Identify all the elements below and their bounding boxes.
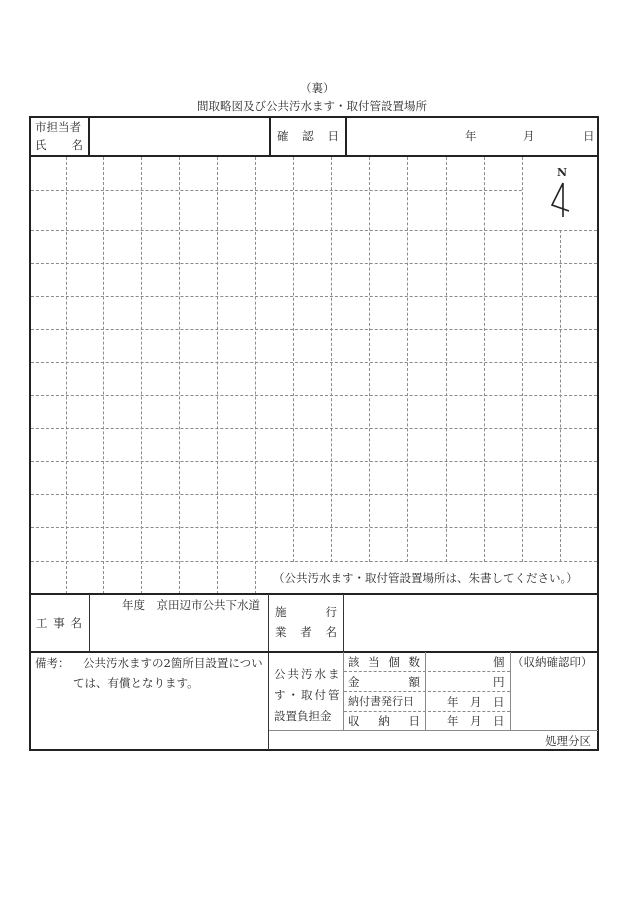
grid-vline xyxy=(141,157,142,594)
grid-hline xyxy=(31,190,522,191)
grid-hline xyxy=(31,561,597,562)
grid-note: （公共汚水ます・取付管設置場所は、朱書してください。） xyxy=(273,571,578,585)
confirm-date-char: 日 xyxy=(327,129,339,143)
confirm-date-char: 確 xyxy=(277,129,289,143)
grid-hline xyxy=(31,362,597,363)
contractor-label-char: 名 xyxy=(325,625,337,639)
work-row-divider-3 xyxy=(343,594,344,652)
count-label-char: 該 xyxy=(348,655,360,669)
north-arrow-icon xyxy=(548,181,574,221)
contractor-label-char: 施 xyxy=(275,605,287,619)
receipt-stamp-label: （収納確認印） xyxy=(512,655,593,669)
confirm-date-year: 年 xyxy=(465,129,477,143)
amount-label-char: 金 xyxy=(348,675,360,689)
contractor-name-field[interactable] xyxy=(346,596,595,650)
work-name-char: 事 xyxy=(53,616,65,630)
confirm-date-label xyxy=(277,129,339,143)
amount-field[interactable] xyxy=(428,674,488,690)
remarks-line2: ては、有償となります。 xyxy=(73,676,199,690)
top-row-divider-1 xyxy=(88,116,90,156)
grid-vline xyxy=(217,157,218,594)
contractor-label-line2 xyxy=(275,625,337,639)
grid-hline xyxy=(31,428,597,429)
receipt-date-day: 日 xyxy=(493,714,505,728)
amount-unit: 円 xyxy=(493,675,505,689)
fee-label-line3: 設置負担金 xyxy=(274,709,332,723)
frame-bottom xyxy=(29,749,599,751)
count-unit: 個 xyxy=(493,655,505,669)
invoice-date-field[interactable] xyxy=(428,693,508,709)
fee-row-line xyxy=(344,671,510,672)
top-row-divider-3 xyxy=(345,116,347,156)
grid-hline xyxy=(31,263,597,264)
frame-right xyxy=(597,116,599,751)
top-row-divider-2 xyxy=(269,116,271,156)
remarks-line1: 公共汚水ますの2箇所目設置につい xyxy=(83,656,263,670)
staff-label-char: 氏 xyxy=(35,138,47,152)
process-division-top-line xyxy=(269,730,598,731)
grid-hline xyxy=(31,527,597,528)
work-name-label xyxy=(36,616,82,630)
work-name-char: 工 xyxy=(36,616,48,630)
count-label-char: 数 xyxy=(408,655,420,669)
amount-label-char: 額 xyxy=(408,675,420,689)
amount-label xyxy=(348,675,420,689)
fee-label-line2: す・取付管 xyxy=(274,688,342,702)
receipt-date-char: 収 xyxy=(348,714,360,728)
grid-vline xyxy=(369,157,370,562)
staff-label-char: 名 xyxy=(71,138,83,152)
grid-vline xyxy=(522,157,523,562)
grid-vline xyxy=(446,157,447,562)
contractor-label-char: 者 xyxy=(300,625,312,639)
grid-hline xyxy=(31,461,597,462)
grid-hline xyxy=(31,230,597,231)
invoice-date-month: 月 xyxy=(470,695,482,709)
grid-vline xyxy=(255,157,256,594)
remarks-label: 備考： xyxy=(35,656,70,670)
grid-vline xyxy=(103,157,104,594)
fee-divider-stamp xyxy=(510,652,511,730)
grid-vline xyxy=(293,157,294,562)
frame-top xyxy=(29,116,599,118)
invoice-date-year: 年 xyxy=(447,695,459,709)
contractor-label-char: 業 xyxy=(275,625,287,639)
fee-label-line1: 公共汚水ま xyxy=(274,667,342,681)
fee-row-line xyxy=(344,691,510,692)
grid-vline xyxy=(560,230,561,562)
contractor-label-line1 xyxy=(275,605,337,619)
invoice-date-label: 納付書発行日 xyxy=(348,695,414,708)
staff-label-line2 xyxy=(35,138,83,152)
work-name-field[interactable] xyxy=(92,614,266,650)
page-title: 間取略図及び公共汚水ます・取付管設置場所 xyxy=(197,99,427,113)
work-row-divider-2 xyxy=(268,594,269,750)
invoice-date-day: 日 xyxy=(493,695,505,709)
work-row-divider-1 xyxy=(89,594,90,652)
grid-hline xyxy=(31,296,597,297)
confirm-date-day: 日 xyxy=(583,129,595,143)
grid-hline xyxy=(31,329,597,330)
confirm-date-month: 月 xyxy=(523,129,535,143)
receipt-date-label xyxy=(348,714,420,728)
staff-name-field[interactable] xyxy=(92,119,267,153)
work-name-value: 年度 京田辺市公共下水道 xyxy=(122,598,260,612)
grid-vline xyxy=(407,157,408,562)
receipt-date-char: 日 xyxy=(408,714,420,728)
side-label: （裏） xyxy=(300,81,335,95)
receipt-date-field[interactable] xyxy=(428,713,508,729)
grid-hline xyxy=(31,395,597,396)
count-label-char: 個 xyxy=(388,655,400,669)
grid-vline xyxy=(66,157,67,594)
receipt-date-year: 年 xyxy=(447,714,459,728)
process-division-label: 処理分区 xyxy=(545,734,591,748)
work-name-char: 名 xyxy=(70,616,82,630)
count-label-char: 当 xyxy=(368,655,380,669)
count-label xyxy=(348,655,420,669)
receipt-date-char: 納 xyxy=(378,714,390,728)
fee-row-line xyxy=(344,711,510,712)
receipt-stamp-area[interactable] xyxy=(512,672,596,728)
bottom-section-top-line xyxy=(29,651,599,653)
north-label: N xyxy=(557,166,568,179)
staff-label-line1: 市担当者 xyxy=(35,120,81,134)
grid-vline xyxy=(484,157,485,562)
work-row-top-line xyxy=(29,593,599,595)
confirm-date-char: 認 xyxy=(302,129,314,143)
grid-vline xyxy=(179,157,180,594)
count-field[interactable] xyxy=(428,654,488,670)
grid-vline xyxy=(331,157,332,562)
grid-hline xyxy=(31,494,597,495)
contractor-label-char: 行 xyxy=(325,605,337,619)
receipt-date-month: 月 xyxy=(470,714,482,728)
